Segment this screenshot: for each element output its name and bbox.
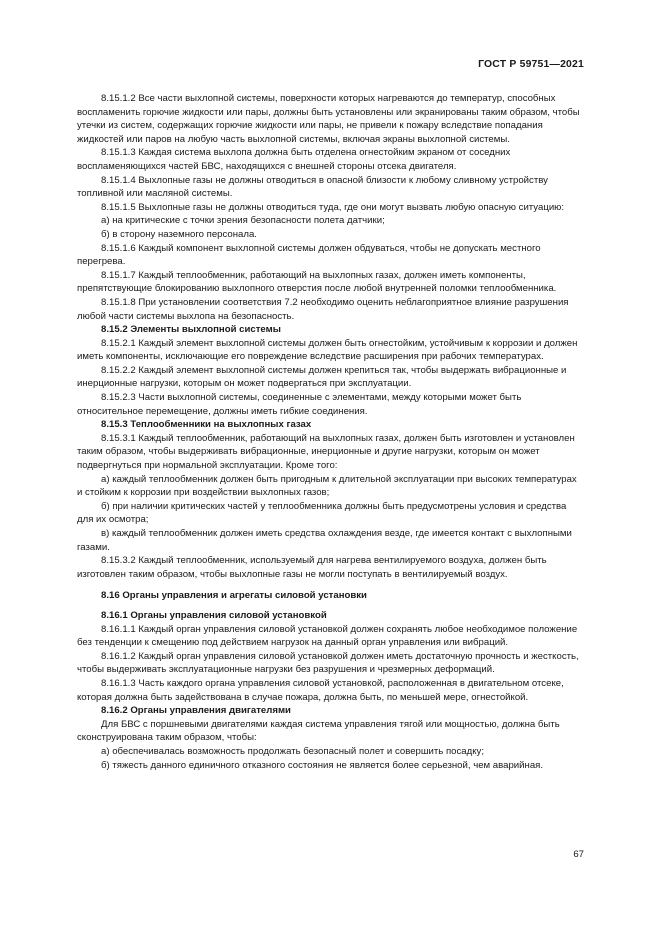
paragraph: 8.16.1.3 Часть каждого органа управления силовой установкой, расположенная в двигательном отсеке, которая должна быть задействована в случае пожара, должна быть, по меньшей мере, огнестойкой. bbox=[77, 677, 564, 703]
paragraph: 8.15.1.6 Каждый компонент выхлопной системы должен обдуваться, чтобы не допускать местного перегрева. bbox=[77, 242, 541, 268]
list-item: б) в сторону наземного персонала. bbox=[101, 228, 257, 240]
paragraph: 8.15.1.4 Выхлопные газы не должны отводиться в опасной близости к любому сливному устройству топливной или масляной системы. bbox=[77, 174, 548, 200]
paragraph: Для БВС с поршневыми двигателями каждая система управления тягой или мощностью, должна быть сконструирована таким образом, чтобы: bbox=[77, 718, 560, 744]
paragraph-block bbox=[77, 92, 584, 772]
list-item: б) тяжесть данного единичного отказного состояния не является более серьезной, чем аварийная. bbox=[101, 759, 544, 771]
paragraph: 8.15.2.2 Каждый элемент выхлопной системы должен крепиться так, чтобы выдержать вибрационные и инерционные нагрузки, которым он может подвергаться при эксплуатации. bbox=[77, 364, 567, 390]
list-item: а) каждый теплообменник должен быть пригодным к длительной эксплуатации при высоких температурах и стойким к коррозии при воздействии выхлопных газов; bbox=[77, 473, 577, 499]
paragraph: 8.15.1.3 Каждая система выхлопа должна быть отделена огнестойким экраном от соседних воспламеняющихся частей БВС, находящихся с внешней стороны отсека двигателя. bbox=[77, 147, 511, 172]
list-item: б) при наличии критических частей у теплообменника должны быть предусмотрены условия и средства для их осмотра; bbox=[77, 500, 567, 526]
paragraph: 8.16.1.2 Каждый орган управления силовой установкой должен иметь достаточную прочность и жесткость, чтобы выдерживать эксплуатационные нагрузки без разрушения и чрезмерных деформаций. bbox=[77, 650, 579, 676]
list-item: в) каждый теплообменник должен иметь средства охлаждения везде, где имеется контакт с выхлопными газами. bbox=[77, 528, 572, 553]
paragraph: 8.15.1.2 Все части выхлопной системы, поверхности которых нагреваются до температур, способных воспламенить горючие жидкости или пары, должны быть установлены или экранированы таким образом, чтобы утечки из систем, содержащих горючие жидкости или пары, не привели к пожару вследствие попадания жидкостей или паров на любую часть выхлопной системы, включая экраны выхлопной системы. bbox=[77, 93, 580, 145]
paragraph: 8.15.1.7 Каждый теплообменник, работающий на выхлопных газах, должен иметь компоненты, препятствующие блокированию выхлопного отверстия после любой внутренней поломки теплообменника. bbox=[77, 269, 557, 295]
list-item: а) обеспечивалась возможность продолжать безопасный полет и совершить посадку; bbox=[101, 745, 485, 757]
section-heading: 8.16 Органы управления и агрегаты силовой установки bbox=[101, 590, 367, 602]
paragraph: 8.15.2.1 Каждый элемент выхлопной системы должен быть огнестойким, устойчивым к коррозии и должен иметь компоненты, исключающие его повреждение вследствие расширения при рабочих температурах. bbox=[77, 337, 578, 363]
subsection-heading: 8.16.2 Органы управления двигателями bbox=[101, 705, 291, 717]
list-item: а) на критические с точки зрения безопасности полета датчики; bbox=[101, 215, 385, 227]
paragraph: 8.16.1.1 Каждый орган управления силовой установкой должен сохранять любое необходимое положение без тенденции к смещению под действием нагрузок на данный орган управления или вибраций. bbox=[77, 623, 578, 649]
paragraph: 8.15.2.3 Части выхлопной системы, соединенные с элементами, между которыми может быть относительное перемещение, должны иметь гибкие соединения. bbox=[77, 392, 522, 417]
paragraph: 8.15.1.5 Выхлопные газы не должны отводиться туда, где они могут вызвать любую опасную ситуацию: bbox=[101, 201, 565, 213]
paragraph: 8.15.1.8 При установлении соответствия 7.2 необходимо оценить неблагоприятное влияние разрушения любой части системы выхлопа на безопасность. bbox=[77, 296, 569, 322]
subsection-heading: 8.15.2 Элементы выхлопной системы bbox=[101, 324, 281, 336]
subsection-heading: 8.15.3 Теплообменники на выхлопных газах bbox=[101, 419, 312, 431]
paragraph: 8.15.3.1 Каждый теплообменник, работающий на выхлопных газах, должен быть изготовлен и установлен таким образом, чтобы выдерживать вибрационные, инерционные и другие нагрузки, которым он может подвергнуться при нормальной эксплуатации. Кроме того: bbox=[77, 432, 575, 472]
standard-designation: ГОСТ Р 59751—2021 bbox=[478, 59, 584, 70]
paragraph: 8.15.3.2 Каждый теплообменник, используемый для нагрева вентилируемого воздуха, должен быть изготовлен таким образом, чтобы выхлопные газы не могли поступать в вентилируемый воздух. bbox=[77, 555, 547, 580]
document-body bbox=[77, 92, 584, 772]
subsection-heading: 8.16.1 Органы управления силовой установкой bbox=[101, 609, 327, 621]
page-number: 67 bbox=[573, 849, 584, 860]
